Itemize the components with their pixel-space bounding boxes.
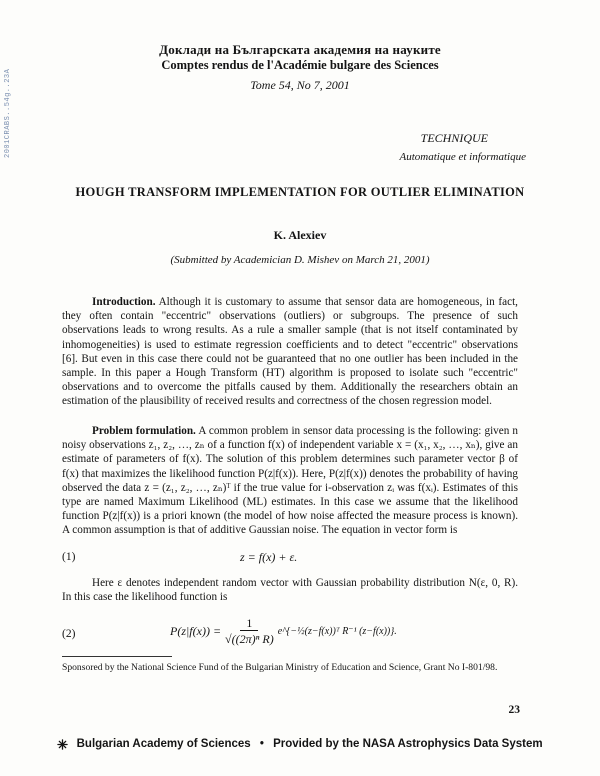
ads-side-tag: 2001CRABS..54g..23A [4,68,12,158]
journal-title-french: Comptes rendus de l'Académie bulgare des Sciences [161,58,439,72]
problem-text: A common problem in sensor data processing is the following: given n noisy observations z₁, z₂, …, zₙ of a function f(x) of independent variable x = (x₁, x₂, …, xₙ), give an estimate of parameters of f(x). The solution of this problem determines such parameter vector β of f(x) that maximizes the likelihood function P(z|f(x)). Here, P(z|f(x)) denotes the probability of having observed the data z = (z₁, z₂, …, zₙ)ᵀ if the true value for i-observation zᵢ was f(xᵢ). Estimates of this type are named Maximum Likelihood (ML) estimates. In this case we assume that the likelihood function P(z|f(x)) is a priori known (the model of how noise affected the measure process is known). A common assumption is that of additive Gaussian noise. The equation in vector form is [62,425,519,537]
introduction-heading: Introduction. [92,296,156,308]
ads-star-icon [57,739,68,750]
section-name: TECHNIQUE [420,131,488,145]
equation-2-numerator: 1 [240,616,258,631]
ads-footer [0,738,600,750]
introduction-text: Although it is customary to assume that sensor data are homogeneous, in fact, they often contain "eccentric" observations (outliers) or subgroups. The presence of such observations leads to wrong results. As a rule a smaller sample (that is not itself contaminated by inhomogeneities) is used to estimate regression coefficients and to detect "eccentric" observations [6]. But even in this case there could not be guaranteed that no one outlier has been included in the sample. In this paper a Hough Transform (HT) algorithm is proposed to isolate such "eccentric" observations and to overcome the pitfalls caused by them. Additionally the researchers obtain an estimation of the plausibility of received results and correctness of the chosen regression model. [62,296,518,408]
volume-info: Tome 54, No 7, 2001 [250,78,350,92]
after-equation-1-text: Here ε denotes independent random vector with Gaussian probability distribution N(ε, 0, R). In this case the likelihood function is [62,577,518,604]
footnote: Sponsored by the National Science Fund of the Bulgarian Ministry of Education and Science, Grant No I-801/98. [62,662,498,673]
equation-2-number: (2) [62,628,76,640]
problem-paragraph [62,424,518,538]
page-number: 23 [508,704,520,716]
footnote-rule [62,656,172,657]
equation-2-exponent: e^{−½(z−f(x))ᵀ R⁻¹ (z−f(x))}. [277,626,397,637]
equation-2-denominator: √((2π)ⁿ R) [225,632,274,646]
problem-heading: Problem formulation. [92,425,196,437]
equation-2-lhs: P(z|f(x)) = [170,624,222,638]
footer-separator: • [259,738,264,750]
submitted-note: (Submitted by Academician D. Mishev on March 21, 2001) [170,254,430,266]
footer-ads-link[interactable]: Provided by the NASA Astrophysics Data System [273,738,543,750]
equation-2 [170,616,397,647]
equation-2-fraction [225,616,274,647]
subsection-name: Automatique et informatique [399,151,526,163]
introduction-paragraph [62,295,518,409]
equation-1-number: (1) [62,551,76,563]
paper-title: HOUGH TRANSFORM IMPLEMENTATION FOR OUTLIER ELIMINATION [75,185,525,199]
footer-academy-link[interactable]: Bulgarian Academy of Sciences [76,738,251,750]
equation-1: z = f(x) + ε. [240,550,298,564]
journal-title-bulgarian: Доклади на Българската академия на науките [159,42,441,57]
paper-author: K. Alexiev [273,228,327,242]
